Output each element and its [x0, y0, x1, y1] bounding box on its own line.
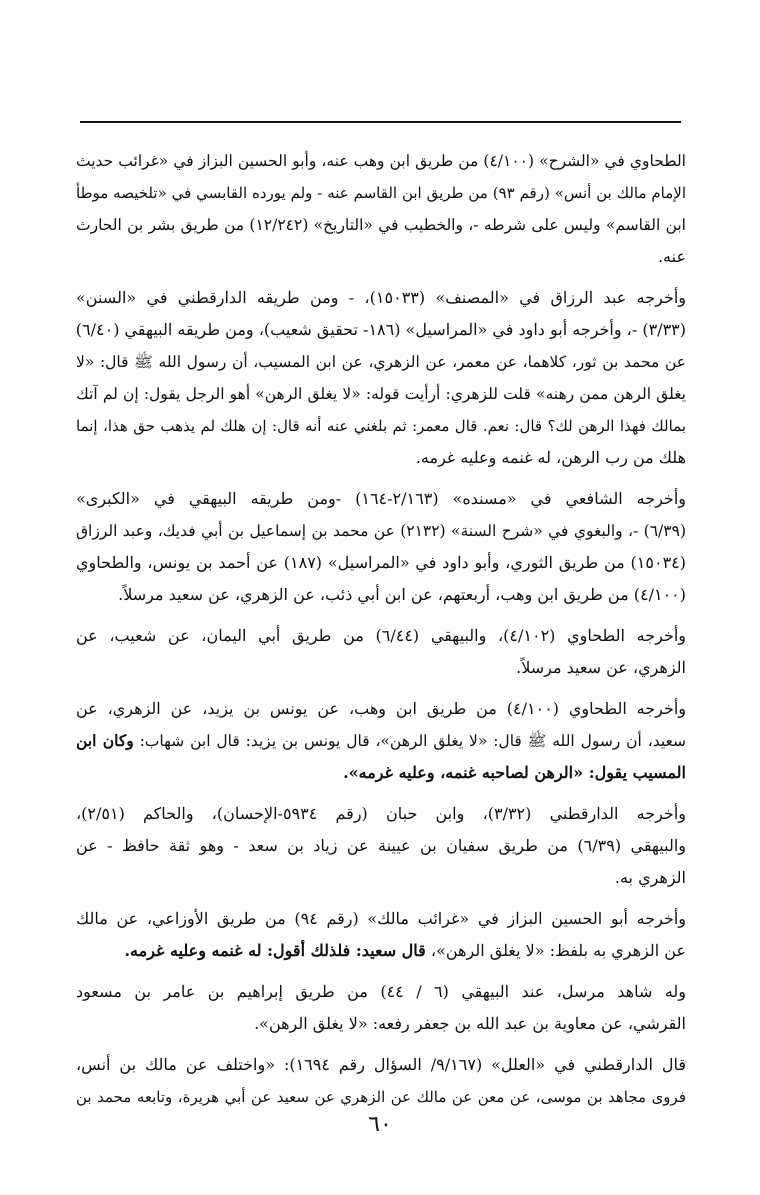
- text-line: [76, 757, 686, 789]
- text-span: سعيد، أن رسول الله ﷺ قال: «لا يغلق الرهن»، قال يونس بن يزيد: قال ابن شهاب:: [139, 732, 686, 750]
- text-line: الإمام مالك بن أنس» (رقم ٩٣) من طريق ابن القاسم عنه - ولم يورده القابسي في «تلخيصه موطأ: [76, 184, 686, 202]
- text-line: وله شاهد مرسل، عند البيهقي (٦ / ٤٤) من طريق إبراهيم بن عامر بن مسعود: [76, 982, 686, 1001]
- text-line: وأخرجه الدارقطني (٣/٣٢)، وابن حبان (رقم ٥٩٣٤-الإحسان)، والحاكم (٢/٥١)،: [76, 804, 686, 823]
- text-line: [76, 935, 686, 967]
- text-line: عن محمد بن ثور، كلاهما، عن معمر، عن الزهري، عن ابن المسيب، أن رسول الله ﷺ قال: «لا: [76, 353, 686, 371]
- text-line: (٤/١٠٠) من طريق ابن وهب، أربعتهم، عن ابن أبي ذئب، عن الزهري، عن سعيد مرسلاً.: [118, 585, 686, 604]
- text-line: والبيهقي (٦/٣٩) من طريق سفيان بن عيينة عن زياد بن سعد - وهو ثقة حافظ - عن: [76, 836, 686, 855]
- text-line: وأخرجه الشافعي في «مسنده» (٢/١٦٣-١٦٤) -ومن طريقه البيهقي في «الكبرى»: [76, 489, 686, 508]
- text-line: الزهري، عن سعيد مرسلاً.: [516, 658, 686, 677]
- text-line: (٦/٣٩) -، والبغوي في «شرح السنة» (٢١٣٢) عن محمد بن إسماعيل بن أبي فديك، وعبد الرزاق: [76, 522, 686, 540]
- body-text: [76, 145, 686, 1113]
- text-line: وأخرجه الطحاوي (٤/١٠٠) من طريق ابن وهب، عن يونس بن يزيد، عن الزهري، عن: [76, 699, 686, 718]
- page-number: ٦٠: [368, 1112, 392, 1137]
- text-line: بمالك فهذا الرهن لك؟ قال: نعم. قال معمر: ثم بلغني عنه أنه قال: إن هلك لم يذهب حق هذا، إنما: [76, 417, 686, 435]
- text-line: وأخرجه أبو الحسين البزاز في «غرائب مالك» (رقم ٩٤) من طريق الأوزاعي، عن مالك: [76, 909, 686, 928]
- text-line: الزهري به.: [614, 868, 686, 887]
- bold-text: وكان ابن: [76, 731, 134, 750]
- text-line: (١٥٠٣٤) من طريق الثوري، وأبو داود في «المراسيل» (١٨٧) عن أحمد بن يونس، والطحاوي: [76, 553, 686, 572]
- text-line: عنه.: [657, 247, 686, 266]
- text-line: هلك من رب الرهن، له غنمه وعليه غرمه.: [415, 448, 686, 467]
- text-line: وأخرجه عبد الرزاق في «المصنف» (١٥٠٣٣)، - ومن طريقه الدارقطني في «السنن»: [76, 288, 686, 307]
- bold-text: قال سعيد: فلذلك أقول: له غنمه وعليه غرمه.: [124, 941, 426, 960]
- text-line: الطحاوي في «الشرح» (٤/١٠٠) من طريق ابن وهب عنه، وأبو الحسين البزاز في «غرائب حديث: [76, 152, 686, 170]
- text-line: [76, 725, 686, 757]
- text-line: القرشي، عن معاوية بن عبد الله بن جعفر رفعه: «لا يغلق الرهن».: [254, 1014, 686, 1033]
- text-line: وأخرجه الطحاوي (٤/١٠٢)، والبيهقي (٦/٤٤) من طريق أبي اليمان، عن شعيب، عن: [76, 626, 686, 645]
- text-line: قال الدارقطني في «العلل» (٩/١٦٧/ السؤال رقم ١٦٩٤): «واختلف عن مالك بن أنس،: [76, 1055, 686, 1074]
- text-span: عن الزهري به بلفظ: «لا يغلق الرهن»،: [425, 941, 686, 960]
- bold-text: المسيب يقول: «الرهن لصاحبه غنمه، وعليه غرمه».: [343, 763, 686, 782]
- text-line: (٣/٣٣) -، وأخرجه أبو داود في «المراسيل» (١٨٦- تحقيق شعيب)، ومن طريقه البيهقي (٦/٤٠): [76, 320, 686, 339]
- text-line: يغلق الرهن ممن رهنه» قلت للزهري: أرأيت قوله: «لا يغلق الرهن» أهو الرجل يقول: إن لم آتك: [76, 385, 686, 403]
- text-line: فروى مجاهد بن موسى، عن معن عن مالك عن الزهري عن سعيد عن أبي هريرة، وتابعه محمد بن: [76, 1088, 686, 1106]
- header-rule: [80, 121, 681, 123]
- text-line: ابن القاسم» وليس على شرطه -، والخطيب في «التاريخ» (١٢/٢٤٢) من طريق بشر بن الحارث: [76, 216, 686, 234]
